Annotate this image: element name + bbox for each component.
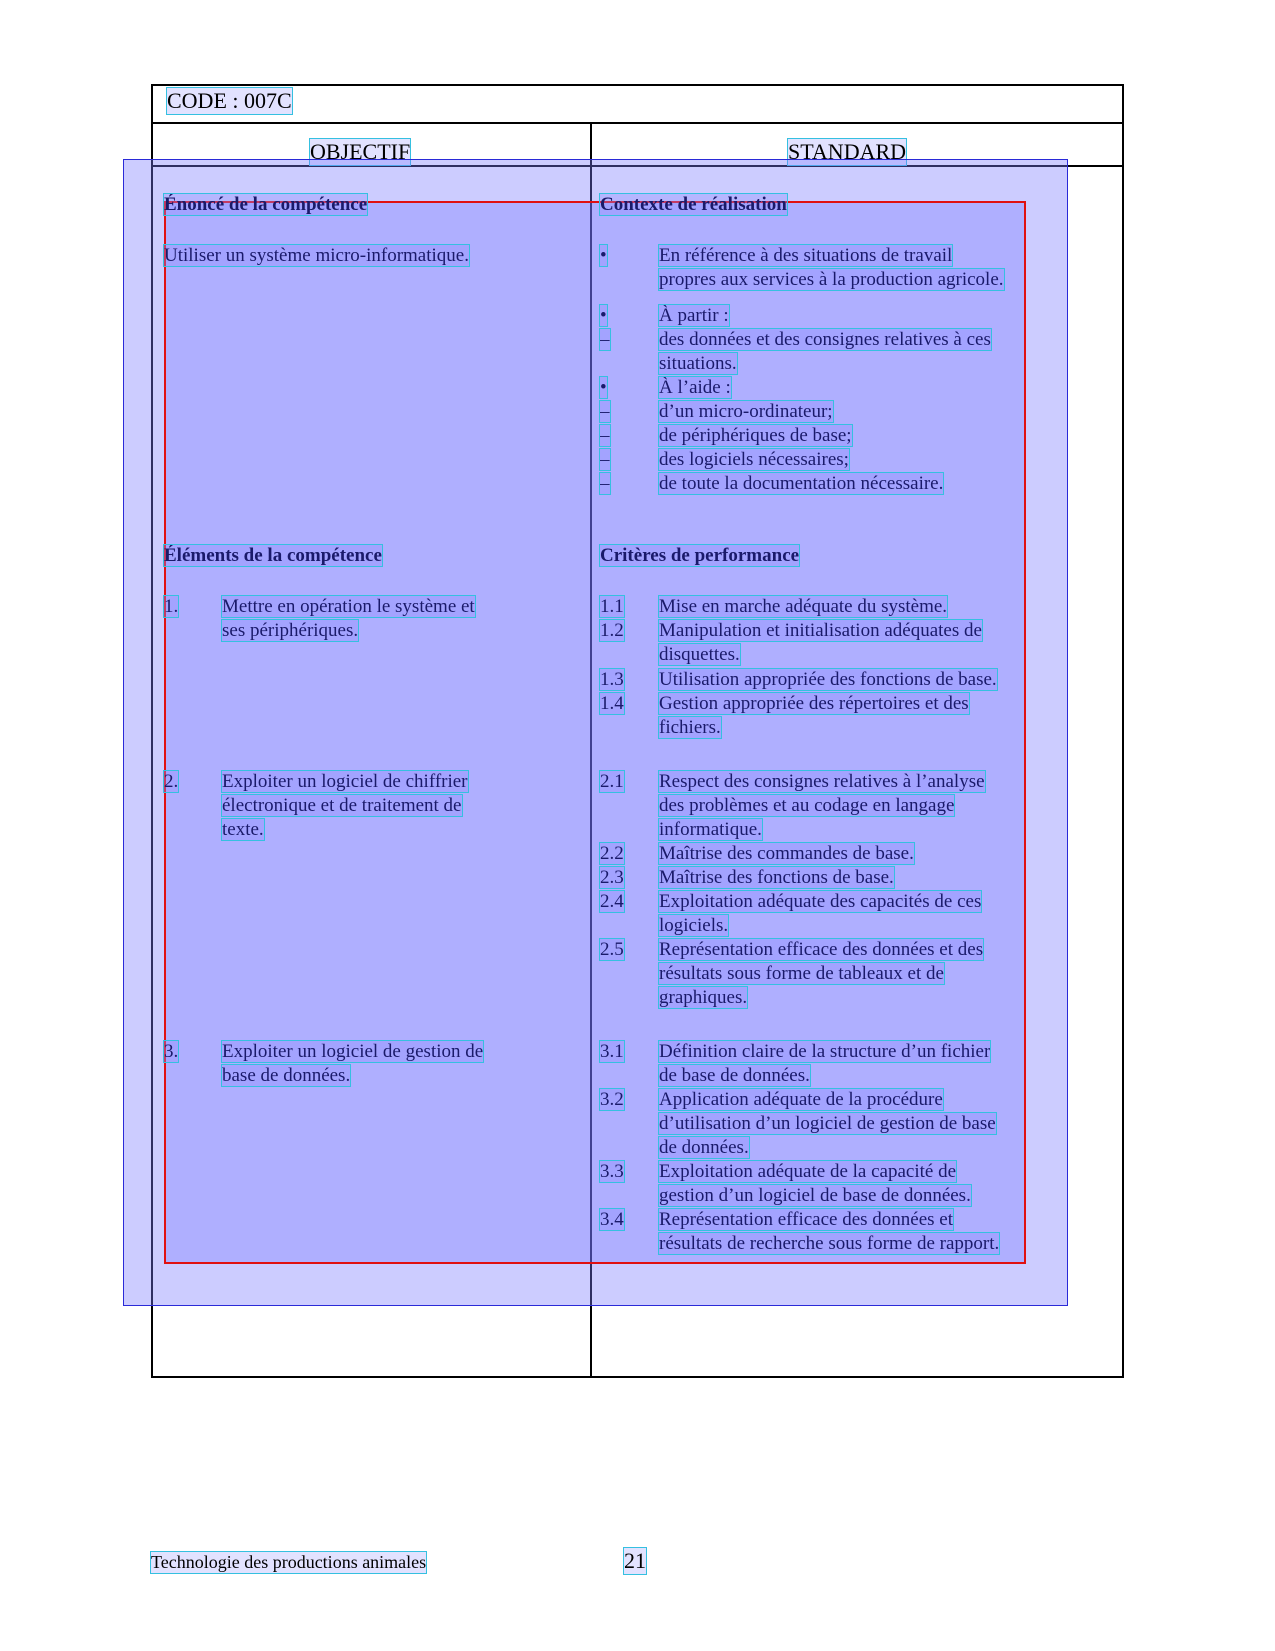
- item-marker: 1.4: [600, 693, 624, 714]
- item-text-line: Mise en marche adéquate du système.: [659, 596, 948, 617]
- item-text-line: situations.: [659, 353, 737, 374]
- item-marker: •: [600, 377, 607, 398]
- item-marker: 2.4: [600, 891, 624, 912]
- page-number: 21: [624, 1548, 646, 1573]
- row-divider-headers: [153, 165, 1122, 167]
- item-text-line: de données.: [659, 1137, 749, 1158]
- item-text-line: des logiciels nécessaires;: [659, 449, 849, 470]
- item-text-line: de base de données.: [659, 1065, 810, 1086]
- item-text-line: d’utilisation d’un logiciel de gestion de base: [659, 1113, 996, 1134]
- item-text-line: Exploitation adéquate de la capacité de: [659, 1161, 956, 1182]
- item-text-line: des problèmes et au codage en langage: [659, 795, 955, 816]
- item-text-line: Gestion appropriée des répertoires et des: [659, 693, 969, 714]
- item-marker: 1.: [164, 596, 179, 617]
- item-text-line: Respect des consignes relatives à l’analyse: [659, 771, 985, 792]
- item-text-line: d’un micro-ordinateur;: [659, 401, 833, 422]
- item-text-line: résultats de recherche sous forme de rapport.: [659, 1233, 1000, 1254]
- item-marker: 1.3: [600, 669, 624, 690]
- item-text-line: En référence à des situations de travail: [659, 245, 953, 266]
- item-text-line: électronique et de traitement de: [222, 795, 462, 816]
- enonce-text: Utiliser un système micro-informatique.: [164, 245, 469, 266]
- item-marker: 3.1: [600, 1041, 624, 1062]
- item-marker: 2.: [164, 771, 179, 792]
- item-marker: –: [600, 473, 610, 494]
- enonce-title: Énoncé de la compétence: [164, 194, 368, 215]
- item-text-line: disquettes.: [659, 644, 740, 665]
- header-standard: STANDARD: [788, 139, 907, 164]
- item-marker: 3.4: [600, 1209, 624, 1230]
- item-text-line: Exploiter un logiciel de gestion de: [222, 1041, 484, 1062]
- item-marker: 1.2: [600, 620, 624, 641]
- item-text-line: de toute la documentation nécessaire.: [659, 473, 944, 494]
- item-text-line: résultats sous forme de tableaux et de: [659, 963, 944, 984]
- item-text-line: Exploitation adéquate des capacités de ces: [659, 891, 982, 912]
- code-label: CODE : 007C: [167, 88, 292, 113]
- item-marker: 3.2: [600, 1089, 624, 1110]
- header-objectif: OBJECTIF: [310, 139, 411, 164]
- item-text-line: Exploiter un logiciel de chiffrier: [222, 771, 468, 792]
- item-marker: 2.3: [600, 867, 624, 888]
- item-marker: 2.5: [600, 939, 624, 960]
- item-text-line: À partir :: [659, 305, 729, 326]
- item-text-line: Maîtrise des fonctions de base.: [659, 867, 894, 888]
- item-text-line: gestion d’un logiciel de base de données.: [659, 1185, 971, 1206]
- item-text-line: graphiques.: [659, 987, 748, 1008]
- row-divider-code: [153, 122, 1122, 124]
- item-text-line: texte.: [222, 819, 264, 840]
- item-text-line: Maîtrise des commandes de base.: [659, 843, 914, 864]
- item-text-line: de périphériques de base;: [659, 425, 852, 446]
- item-text-line: Représentation efficace des données et: [659, 1209, 954, 1230]
- item-marker: 2.1: [600, 771, 624, 792]
- item-text-line: Mettre en opération le système et: [222, 596, 475, 617]
- item-marker: •: [600, 305, 607, 326]
- item-text-line: Définition claire de la structure d’un fichier: [659, 1041, 991, 1062]
- footer-title: Technologie des productions animales: [151, 1552, 427, 1572]
- item-marker: 1.1: [600, 596, 624, 617]
- item-marker: 2.2: [600, 843, 624, 864]
- item-text-line: ses périphériques.: [222, 620, 359, 641]
- item-marker: –: [600, 449, 610, 470]
- item-text-line: Application adéquate de la procédure: [659, 1089, 943, 1110]
- item-text-line: Utilisation appropriée des fonctions de base.: [659, 669, 997, 690]
- item-text-line: propres aux services à la production agricole.: [659, 269, 1004, 290]
- item-text-line: Représentation efficace des données et des: [659, 939, 984, 960]
- item-text-line: fichiers.: [659, 717, 721, 738]
- item-text-line: Manipulation et initialisation adéquates de: [659, 620, 982, 641]
- item-text-line: base de données.: [222, 1065, 351, 1086]
- item-marker: –: [600, 401, 610, 422]
- item-marker: 3.3: [600, 1161, 624, 1182]
- item-text-line: logiciels.: [659, 915, 729, 936]
- item-text-line: informatique.: [659, 819, 762, 840]
- contexte-title: Contexte de réalisation: [600, 194, 787, 215]
- column-divider: [590, 122, 592, 1376]
- criteres-title: Critères de performance: [600, 545, 800, 566]
- item-marker: –: [600, 425, 610, 446]
- item-marker: –: [600, 329, 610, 350]
- elements-title: Éléments de la compétence: [164, 545, 382, 566]
- item-marker: 3.: [164, 1041, 179, 1062]
- item-marker: •: [600, 245, 607, 266]
- item-text-line: À l’aide :: [659, 377, 731, 398]
- item-text-line: des données et des consignes relatives à ces: [659, 329, 991, 350]
